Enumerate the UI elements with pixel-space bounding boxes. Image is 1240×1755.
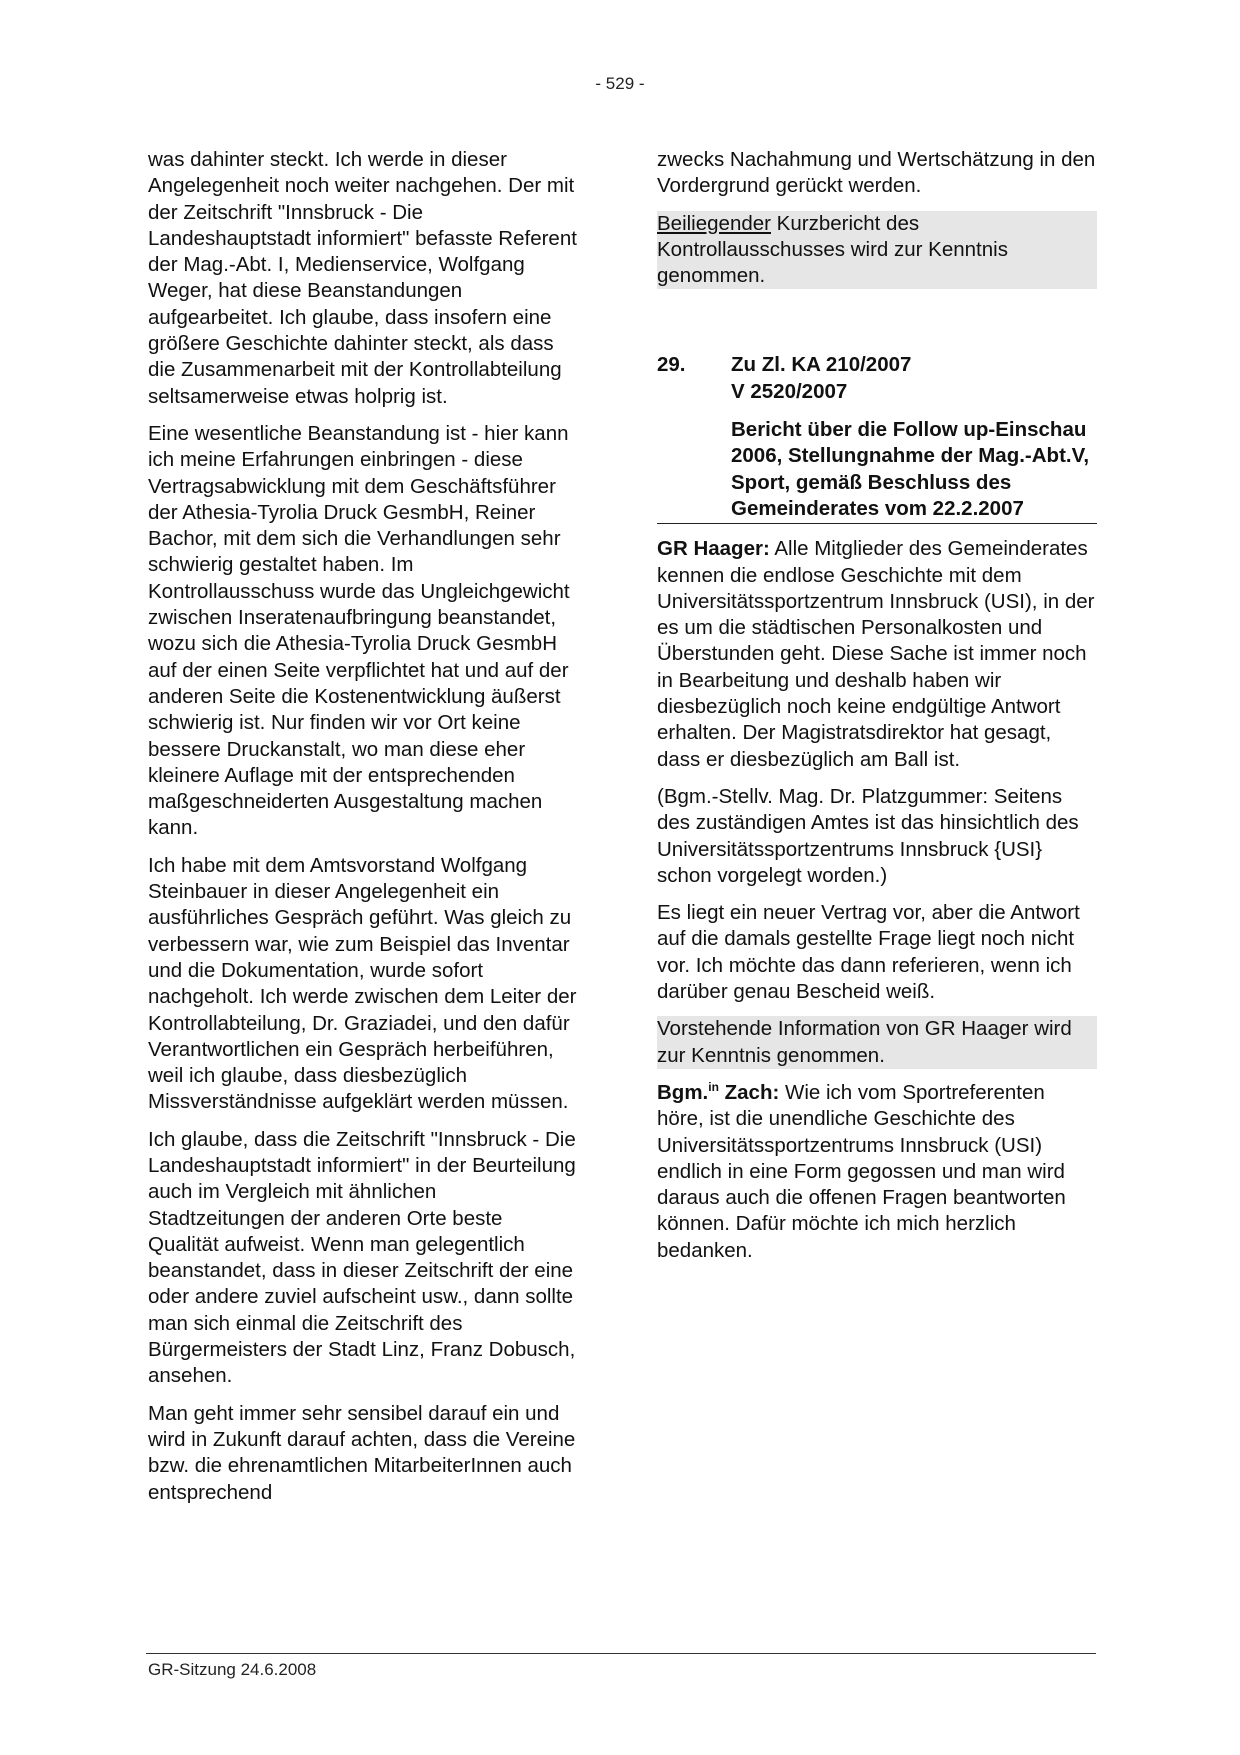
left-column bbox=[148, 147, 578, 1517]
speech-paragraph bbox=[657, 1080, 1097, 1264]
paragraph: Ich glaube, dass die Zeitschrift "Innsbruck - Die Landeshauptstadt informiert" in der Beurteilung auch im Vergleich mit ähnlichen Stadtzeitungen der anderen Orte beste Qualität aufweist. Wenn man gelegentlich beanstandet, dass in dieser Zeitschrift der eine oder andere zuviel aufscheint usw., dann sollte man sich einmal die Zeitschrift des Bürgermeisters der Stadt Linz, Franz Dobusch, ansehen. bbox=[148, 1127, 576, 1388]
resolution-underlined-word: Beiliegender bbox=[657, 211, 771, 235]
right-column bbox=[657, 147, 1097, 1275]
agenda-number: 29. bbox=[657, 353, 686, 377]
resolution-box: Vorstehende Information von GR Haager wird zur Kenntnis genommen. bbox=[657, 1016, 1097, 1069]
footer-divider bbox=[146, 1653, 1096, 1654]
resolution-text: Kurzbericht des Kontrollausschusses wird zur Kenntnis genommen. bbox=[657, 211, 1008, 288]
speaker-title-suffix: in bbox=[708, 1080, 719, 1095]
resolution-box bbox=[657, 211, 1097, 290]
paragraph: was dahinter steckt. Ich werde in dieser Angelegenheit noch weiter nachgehen. Der mit der Zeitschrift "Innsbruck - Die Landeshauptstadt informiert" befasste Referent der Mag.-Abt. I, Medienservice, Wolfgang Weger, hat diese Beanstandungen aufgearbeitet. Ich glaube, dass insofern eine größere Geschichte dahinter steckt, als dass die Zusammenarbeit mit der Kontrollabteilung seltsamerweise etwas holprig ist. bbox=[148, 148, 577, 408]
agenda-ref-line: V 2520/2007 bbox=[731, 379, 848, 403]
speaker-title: Bgm. bbox=[657, 1080, 709, 1104]
paragraph: Eine wesentliche Beanstandung ist - hier kann ich meine Erfahrungen einbringen - diese Vertragsabwicklung mit dem Geschäftsführer der Athesia-Tyrolia Druck GesmbH, Reiner Bachor, mit dem sich die Verhandlungen sehr schwierig gestaltet haben. Im Kontrollausschuss wurde das Ungleichgewicht zwischen Inseratenaufbringung beanstandet, wozu sich die Athesia-Tyrolia Druck GesmbH auf der einen Seite verpflichtet hat und auf der anderen Seite die Kostenentwicklung äußerst schwierig ist. Nur finden wir vor Ort keine bessere Druckanstalt, wo man diese eher kleinere Auflage mit der entsprechenden maßgeschneiderten Ausgestaltung machen kann. bbox=[148, 421, 570, 840]
paragraph: Ich habe mit dem Amtsvorstand Wolfgang Steinbauer in dieser Angelegenheit ein ausführliches Gespräch geführt. Was gleich zu verbessern war, wie zum Beispiel das Inventar und die Dokumentation, wurde sofort nachgeholt. Ich werde zwischen dem Leiter der Kontrollabteilung, Dr. Graziadei, und den dafür Verantwortlichen ein Gespräch herbeiführen, weil ich glaube, dass diesbezüglich Missverständnisse aufgeklärt werden müssen. bbox=[148, 853, 577, 1114]
speech-paragraph bbox=[657, 536, 1097, 773]
paragraph: zwecks Nachahmung und Wertschätzung in den Vordergrund gerückt werden. bbox=[657, 148, 1096, 198]
paragraph: Es liegt ein neuer Vertrag vor, aber die Antwort auf die damals gestellte Frage liegt noch nicht vor. Ich möchte das dann referieren, wenn ich darüber genau Bescheid weiß. bbox=[657, 901, 1080, 1004]
speech-text: Wie ich vom Sportreferenten höre, ist die unendliche Geschichte des Universitätssportzentrums Innsbruck (USI) endlich in eine Form gegossen und man wird daraus auch die offenen Fragen beantworten können. Dafür möchte ich mich herzlich bedanken. bbox=[657, 1080, 1066, 1262]
speaker-name: GR Haager: bbox=[657, 537, 770, 561]
agenda-title: Bericht über die Follow up-Einschau 2006, Stellungnahme der Mag.-Abt.V, Sport, gemäß Beschluss des Gemeinderates vom 22.2.2007 bbox=[731, 418, 1090, 520]
agenda-item bbox=[657, 352, 1097, 524]
agenda-reference bbox=[731, 352, 1097, 405]
page-number: - 529 - bbox=[595, 74, 645, 93]
speech-text: Alle Mitglieder des Gemeinderates kennen die endlose Geschichte mit dem Universitätssportzentrum Innsbruck (USI), in der es um die städtischen Personalkosten und Überstunden geht. Diese Sache ist immer noch in Bearbeitung und deshalb haben wir diesbezüglich noch keine endgültige Antwort erhalten. Der Magistratsdirektor hat gesagt, dass er diesbezüglich am Ball ist. bbox=[657, 537, 1095, 771]
interjection: (Bgm.-Stellv. Mag. Dr. Platzgummer: Seitens des zuständigen Amtes ist das hinsichtlich des Universitätssportzentrums Innsbruck {USI} schon vorgelegt worden.) bbox=[657, 784, 1079, 887]
speaker-name bbox=[657, 1081, 779, 1104]
speaker-surname: Zach: bbox=[718, 1080, 780, 1104]
paragraph: Man geht immer sehr sensibel darauf ein und wird in Zukunft darauf achten, dass die Vereine bzw. die ehrenamtlichen MitarbeiterInnen auch entsprechend bbox=[148, 1401, 576, 1504]
agenda-ref-line: Zu Zl. KA 210/2007 bbox=[731, 353, 912, 377]
footer-text: GR-Sitzung 24.6.2008 bbox=[148, 1660, 317, 1679]
